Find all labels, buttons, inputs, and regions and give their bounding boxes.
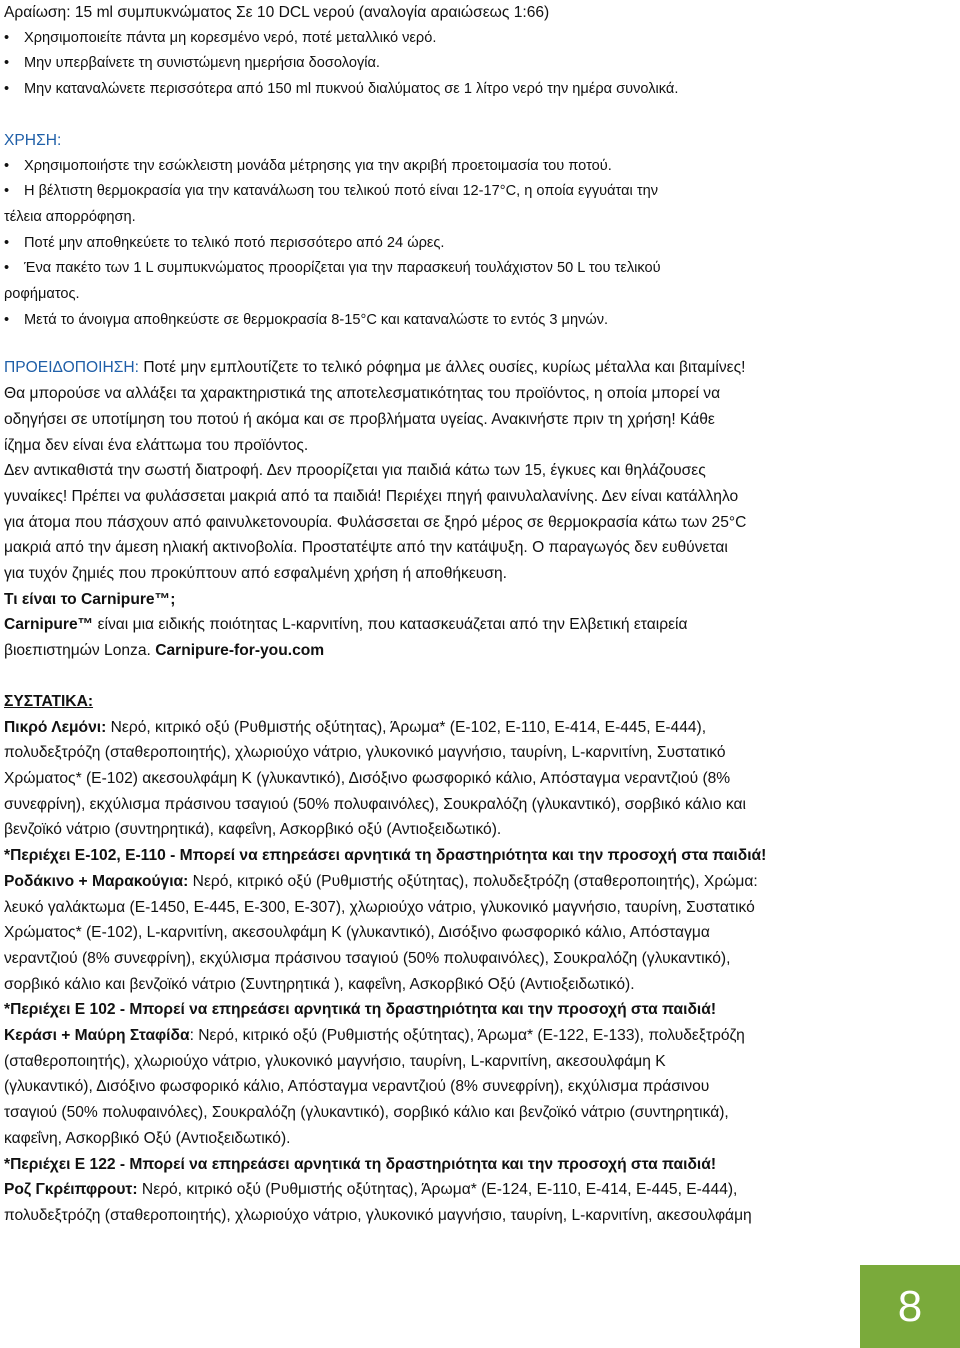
spacer [4, 103, 944, 128]
ingredient-text: Νερό, κιτρικό οξύ (Ρυθμιστής οξύτητας), Άρωμα* (Ε-124, Ε-110, Ε-414, Ε-445, Ε-444), [137, 1181, 738, 1199]
peach-warning: *Περιέχει Ε 102 - Μπορεί να επηρεάσει αρνητικά τη δραστηριότητα και την προσοχή στα παιδιά! [4, 1001, 717, 1019]
carnipure-website: Carnipure-for-you.com [155, 642, 325, 660]
usage-bullet: • Η βέλτιστη θερμοκρασία για την κατανάλωση του τελικού ποτό είναι 12-17°C, η οποία εγγυάται την [4, 179, 944, 205]
warning-line: για τυχόν ζημιές που προκύπτουν από εσφαλμένη χρήση ή αποθήκευση. [4, 565, 507, 583]
flavor-name-cherry: Κεράσι + Μαύρη Σταφίδα [4, 1027, 190, 1045]
peach-line [4, 869, 944, 895]
warning-label: ΠΡΟΕΙΔΟΠΟΙΗΣΗ: [4, 359, 139, 377]
ingredient-line: πολυδεξτρόζη (σταθεροποιητής), χλωριούχο νάτριο, γλυκονικό μαγνήσιο, ταυρίνη, L-καρνιτίνη, Συστατικό [4, 744, 726, 762]
cherry-warning: *Περιέχει Ε 122 - Μπορεί να επηρεάσει αρνητικά τη δραστηριότητα και την προσοχή στα παιδιά! [4, 1155, 717, 1173]
ingredient-line: (σταθεροποιητής), χλωριούχο νάτριο, γλυκονικό μαγνήσιο, ταυρίνη, L-καρνιτίνη, ακεσουλφάμη Κ [4, 1052, 666, 1070]
usage-bullet: • Χρησιμοποιήστε την εσώκλειστη μονάδα μέτρησης για την ακριβή προετοιμασία του ποτού. [4, 154, 944, 180]
warning-line: ίζημα δεν είναι ένα ελάττωμα του προϊόντος. [4, 436, 309, 454]
usage-bullet: • Μετά το άνοιγμα αποθηκεύστε σε θερμοκρασία 8-15°C και καταναλώστε το εντός 3 μηνών. [4, 308, 944, 334]
lemon-warning: *Περιέχει Ε-102, Ε-110 - Μπορεί να επηρεάσει αρνητικά τη δραστηριότητα και την προσοχή στα παιδιά! [4, 847, 767, 865]
ingredient-text: Νερό, κιτρικό οξύ (Ρυθμιστής οξύτητας), πολυδεξτρόζη (σταθεροποιητής), Χρώμα: [188, 872, 758, 890]
carnipure-text: βιοεπιστημών Lonza. [4, 642, 156, 660]
ingredient-line: καφεΐνη, Ασκορβικό Οξύ (Αντιοξειδωτικό). [4, 1129, 291, 1147]
ingredient-line: συνεφρίνη), εκχύλισμα πράσινου τσαγιού (50% πολυφαινόλες), Σουκραλόζη (γλυκαντικό), σορβικό κάλιο και [4, 795, 746, 813]
usage-bullet-continuation: ροφήματος. [4, 286, 80, 303]
ingredient-line: βενζοϊκό νάτριο (συντηρητικά), καφεΐνη, Ασκορβικό οξύ (Αντιοξειδωτικό). [4, 821, 502, 839]
dilution-bullet: • Μην καταναλώνετε περισσότερα από 150 ml πυκνού διαλύματος σε 1 λίτρο νερό την ημέρα συνολικά. [4, 77, 944, 103]
ingredient-line: λευκό γαλάκτωμα (Ε-1450, Ε-445, Ε-300, Ε-307), χλωριούχο νάτριο, γλυκονικό μαγνήσιο, ταυρίνη, Συστατικό [4, 898, 755, 916]
warning-line: Θα μπορούσε να αλλάξει τα χαρακτηριστικά της αποτελεσματικότητας του προϊόντος, η οποία μπορεί να [4, 385, 721, 403]
ingredient-text: : Νερό, κιτρικό οξύ (Ρυθμιστής οξύτητας), Άρωμα* (Ε-122, Ε-133), πολυδεξτρόζη [189, 1027, 745, 1045]
page-number: 8 [860, 1265, 960, 1348]
grapefruit-line [4, 1177, 944, 1203]
ingredient-line: Χρώματος* (Ε-102), L-καρνιτίνη, ακεσουλφάμη Κ (γλυκαντικό), Δισόξινο φωσφορικό κάλιο, Απόσταγμα [4, 924, 710, 942]
flavor-name-lemon: Πικρό Λεμόνι: [4, 718, 107, 736]
ingredient-line: (γλυκαντικό), Δισόξινο φωσφορικό κάλιο, Απόσταγμα νεραντζιού (8% συνεφρίνη), εκχύλισμα πράσινου [4, 1078, 710, 1096]
carnipure-brand: Carnipure™ [4, 616, 94, 634]
usage-heading: ΧΡΗΣΗ: [4, 131, 62, 149]
warning-line: Δεν αντικαθιστά την σωστή διατροφή. Δεν προορίζεται για παιδιά κάτω των 15, έγκυες και θηλάζουσες [4, 462, 706, 480]
usage-bullet: • Ένα πακέτο των 1 L συμπυκνώματος προορίζεται για την παρασκευή τουλάχιστον 50 L του τελικού [4, 256, 944, 282]
carnipure-line [4, 612, 944, 638]
ingredient-text: Νερό, κιτρικό οξύ (Ρυθμιστής οξύτητας), Άρωμα* (Ε-102, Ε-110, Ε-414, Ε-445, Ε-444), [106, 718, 707, 736]
carnipure-line [4, 638, 944, 664]
lemon-line [4, 715, 944, 741]
ingredient-line: νεραντζιού (8% συνεφρίνη), εκχύλισμα πράσινου τσαγιού (50% πολυφαινόλες), Σουκραλόζη (γλυκαντικό), [4, 949, 731, 967]
warning-line: για άτομα που πάσχουν από φαινυλκετονουρία. Φυλάσσεται σε ξηρό μέρος σε θερμοκρασία κάτω των 25°C [4, 513, 747, 531]
dilution-line: Αραίωση: 15 ml συμπυκνώματος Σε 10 DCL νερού (αναλογία αραιώσεως 1:66) [4, 4, 550, 21]
carnipure-question: Τι είναι το Carnipure™; [4, 590, 176, 608]
warning-first-line [4, 355, 944, 381]
flavor-name-peach: Ροδάκινο + Μαρακούγια: [4, 872, 189, 890]
warning-line: οδηγήσει σε υποτίμηση του ποτού ή ακόμα και σε προβλήματα υγείας. Ανακινήστε πριν τη χρήση! Κάθε [4, 410, 715, 428]
usage-bullet: • Ποτέ μην αποθηκεύετε το τελικό ποτό περισσότερο από 24 ώρες. [4, 231, 944, 257]
usage-bullet-continuation: τέλεια απορρόφηση. [4, 208, 136, 225]
ingredient-line: πολυδεξτρόζη (σταθεροποιητής), χλωριούχο νάτριο, γλυκονικό μαγνήσιο, ταυρίνη, L-καρνιτίνη, ακεσουλφάμη [4, 1206, 752, 1224]
spacer [4, 333, 944, 355]
ingredients-heading: ΣΥΣΤΑΤΙΚΑ: [4, 692, 94, 710]
ingredient-line: τσαγιού (50% πολυφαινόλες), Σουκραλόζη (γλυκαντικό), σορβικό κάλιο και βενζοϊκό νάτριο (συντηρητικά), [4, 1104, 729, 1122]
flavor-name-grapefruit: Ροζ Γκρέιπφρουτ: [4, 1181, 138, 1199]
spacer [4, 664, 944, 689]
warning-text: Ποτέ μην εμπλουτίζετε το τελικό ρόφημα με άλλες ουσίες, κυρίως μέταλλα και βιταμίνες! [143, 359, 746, 377]
warning-line: μακριά από την άμεση ηλιακή ακτινοβολία. Προστατέψτε από την κατάψυξη. Ο παραγωγός δεν ευθύνεται [4, 539, 728, 557]
ingredient-line: Χρώματος* (Ε-102) ακεσουλφάμη Κ (γλυκαντικό), Δισόξινο φωσφορικό κάλιο, Απόσταγμα νεραντζιού (8% [4, 769, 731, 787]
dilution-bullet: • Χρησιμοποιείτε πάντα μη κορεσμένο νερό, ποτέ μεταλλικό νερό. [4, 26, 944, 52]
ingredient-line: σορβικό κάλιο και βενζοϊκό νάτριο (Συντηρητικά ), καφεΐνη, Ασκορβικό Οξύ (Αντιοξειδωτικό). [4, 975, 635, 993]
dilution-bullet: • Μην υπερβαίνετε τη συνιστώμενη ημερήσια δοσολογία. [4, 51, 944, 77]
document-page [4, 0, 944, 1229]
cherry-line [4, 1023, 944, 1049]
carnipure-text: είναι μια ειδικής ποιότητας L-καρνιτίνη, που κατασκευάζεται από την Ελβετική εταιρεία [93, 616, 688, 634]
warning-line: γυναίκες! Πρέπει να φυλάσσεται μακριά από τα παιδιά! Περιέχει πηγή φαινυλαλανίνης. Δεν είναι κατάλληλο [4, 487, 739, 505]
